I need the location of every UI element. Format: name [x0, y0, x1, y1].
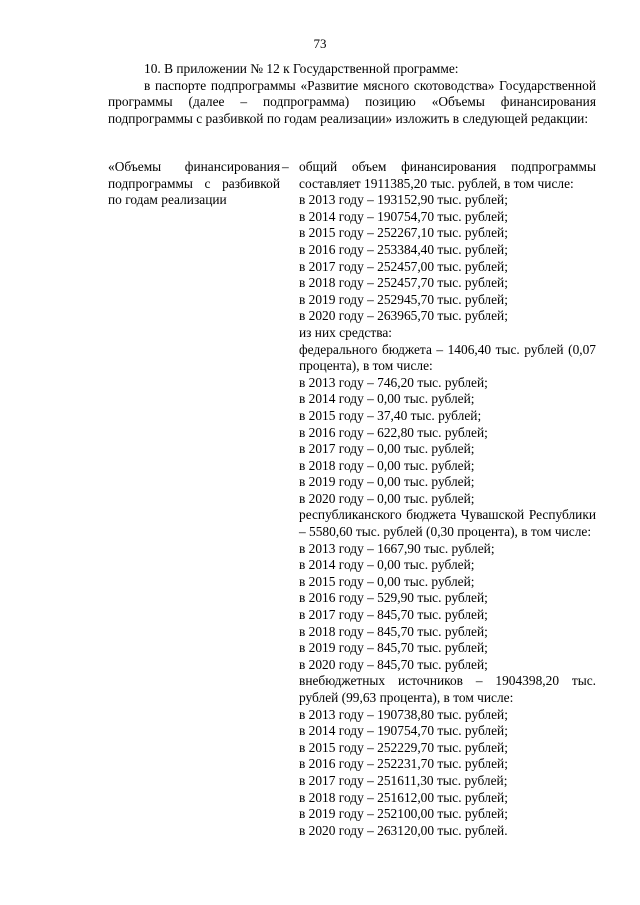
year-line: в 2016 году – 253384,40 тыс. рублей;	[299, 241, 508, 257]
year-line: в 2018 году – 251612,00 тыс. рублей;	[299, 789, 508, 805]
year-line: в 2014 году – 190754,70 тыс. рублей;	[299, 208, 508, 224]
year-line: в 2016 году – 529,90 тыс. рублей;	[299, 590, 488, 606]
year-line: в 2019 году – 252945,70 тыс. рублей;	[299, 291, 508, 307]
extra-by-year-list	[299, 707, 596, 840]
year-line: в 2015 году – 252267,10 тыс. рублей;	[299, 225, 508, 241]
year-line: в 2017 году – 251611,30 тыс. рублей;	[299, 772, 508, 788]
year-line: в 2020 году – 0,00 тыс. рублей;	[299, 490, 475, 506]
year-line: в 2017 году – 0,00 тыс. рублей;	[299, 441, 475, 457]
republic-by-year-list	[299, 541, 596, 674]
position-label: «Объемы финансирования подпрограммы с разбивкой по годам реализации	[108, 159, 280, 208]
year-line: в 2018 году – 0,00 тыс. рублей;	[299, 457, 475, 473]
year-line: в 2019 году – 252100,00 тыс. рублей;	[299, 806, 508, 822]
year-line: в 2015 году – 252229,70 тыс. рублей;	[299, 739, 508, 755]
extra-text: внебюджетных источников – 1904398,20 тыс. рублей (99,63 процента), в том числе:	[299, 673, 596, 705]
year-line: в 2020 году – 263965,70 тыс. рублей;	[299, 308, 508, 324]
intro-paragraph: в паспорте подпрограммы «Развитие мясного скотоводства» Государственной программы (далее – подпрограмма) позицию «Объемы финансирования подпрограммы с разбивкой по годам реализации» изложить в следующей редакции:	[108, 77, 596, 126]
year-line: в 2013 году – 746,20 тыс. рублей;	[299, 374, 488, 390]
year-line: в 2015 году – 37,40 тыс. рублей;	[299, 407, 482, 423]
year-line: в 2017 году – 845,70 тыс. рублей;	[299, 607, 488, 623]
republic-text: республиканского бюджета Чувашской Республики – 5580,60 тыс. рублей (0,30 процента), в том числе:	[299, 507, 596, 540]
position-dash: –	[282, 159, 289, 174]
intro-section	[108, 61, 596, 127]
year-line: в 2016 году – 622,80 тыс. рублей;	[299, 424, 488, 440]
year-line: в 2014 году – 0,00 тыс. рублей;	[299, 557, 475, 573]
year-line: в 2018 году – 845,70 тыс. рублей;	[299, 623, 488, 639]
federal-by-year-list	[299, 375, 596, 508]
year-line: в 2014 году – 190754,70 тыс. рублей;	[299, 723, 508, 739]
year-line: в 2017 году – 252457,00 тыс. рублей;	[299, 258, 508, 274]
year-line: в 2015 году – 0,00 тыс. рублей;	[299, 573, 475, 589]
sources-heading: из них средства:	[299, 324, 393, 340]
year-line: в 2018 году – 252457,70 тыс. рублей;	[299, 275, 508, 291]
year-line: в 2016 году – 252231,70 тыс. рублей;	[299, 756, 508, 772]
item-heading: 10. В приложении № 12 к Государственной программе:	[144, 61, 459, 76]
total-by-year-list	[299, 192, 596, 325]
year-line: в 2014 году – 0,00 тыс. рублей;	[299, 391, 475, 407]
year-line: в 2013 году – 1667,90 тыс. рублей;	[299, 540, 495, 556]
year-line: в 2013 году – 190738,80 тыс. рублей;	[299, 706, 508, 722]
page-number: 73	[313, 36, 327, 51]
federal-text: федерального бюджета – 1406,40 тыс. рублей (0,07 процента), в том числе:	[299, 341, 596, 374]
year-line: в 2013 году – 193152,90 тыс. рублей;	[299, 192, 508, 208]
position-value	[299, 159, 596, 839]
year-line: в 2020 году – 263120,00 тыс. рублей.	[299, 822, 508, 838]
year-line: в 2019 году – 0,00 тыс. рублей;	[299, 474, 475, 490]
year-line: в 2019 году – 845,70 тыс. рублей;	[299, 640, 488, 656]
total-text: общий объем финансирования подпрограммы составляет 1911385,20 тыс. рублей, в том числе:	[299, 159, 596, 191]
year-line: в 2020 году – 845,70 тыс. рублей;	[299, 656, 488, 672]
